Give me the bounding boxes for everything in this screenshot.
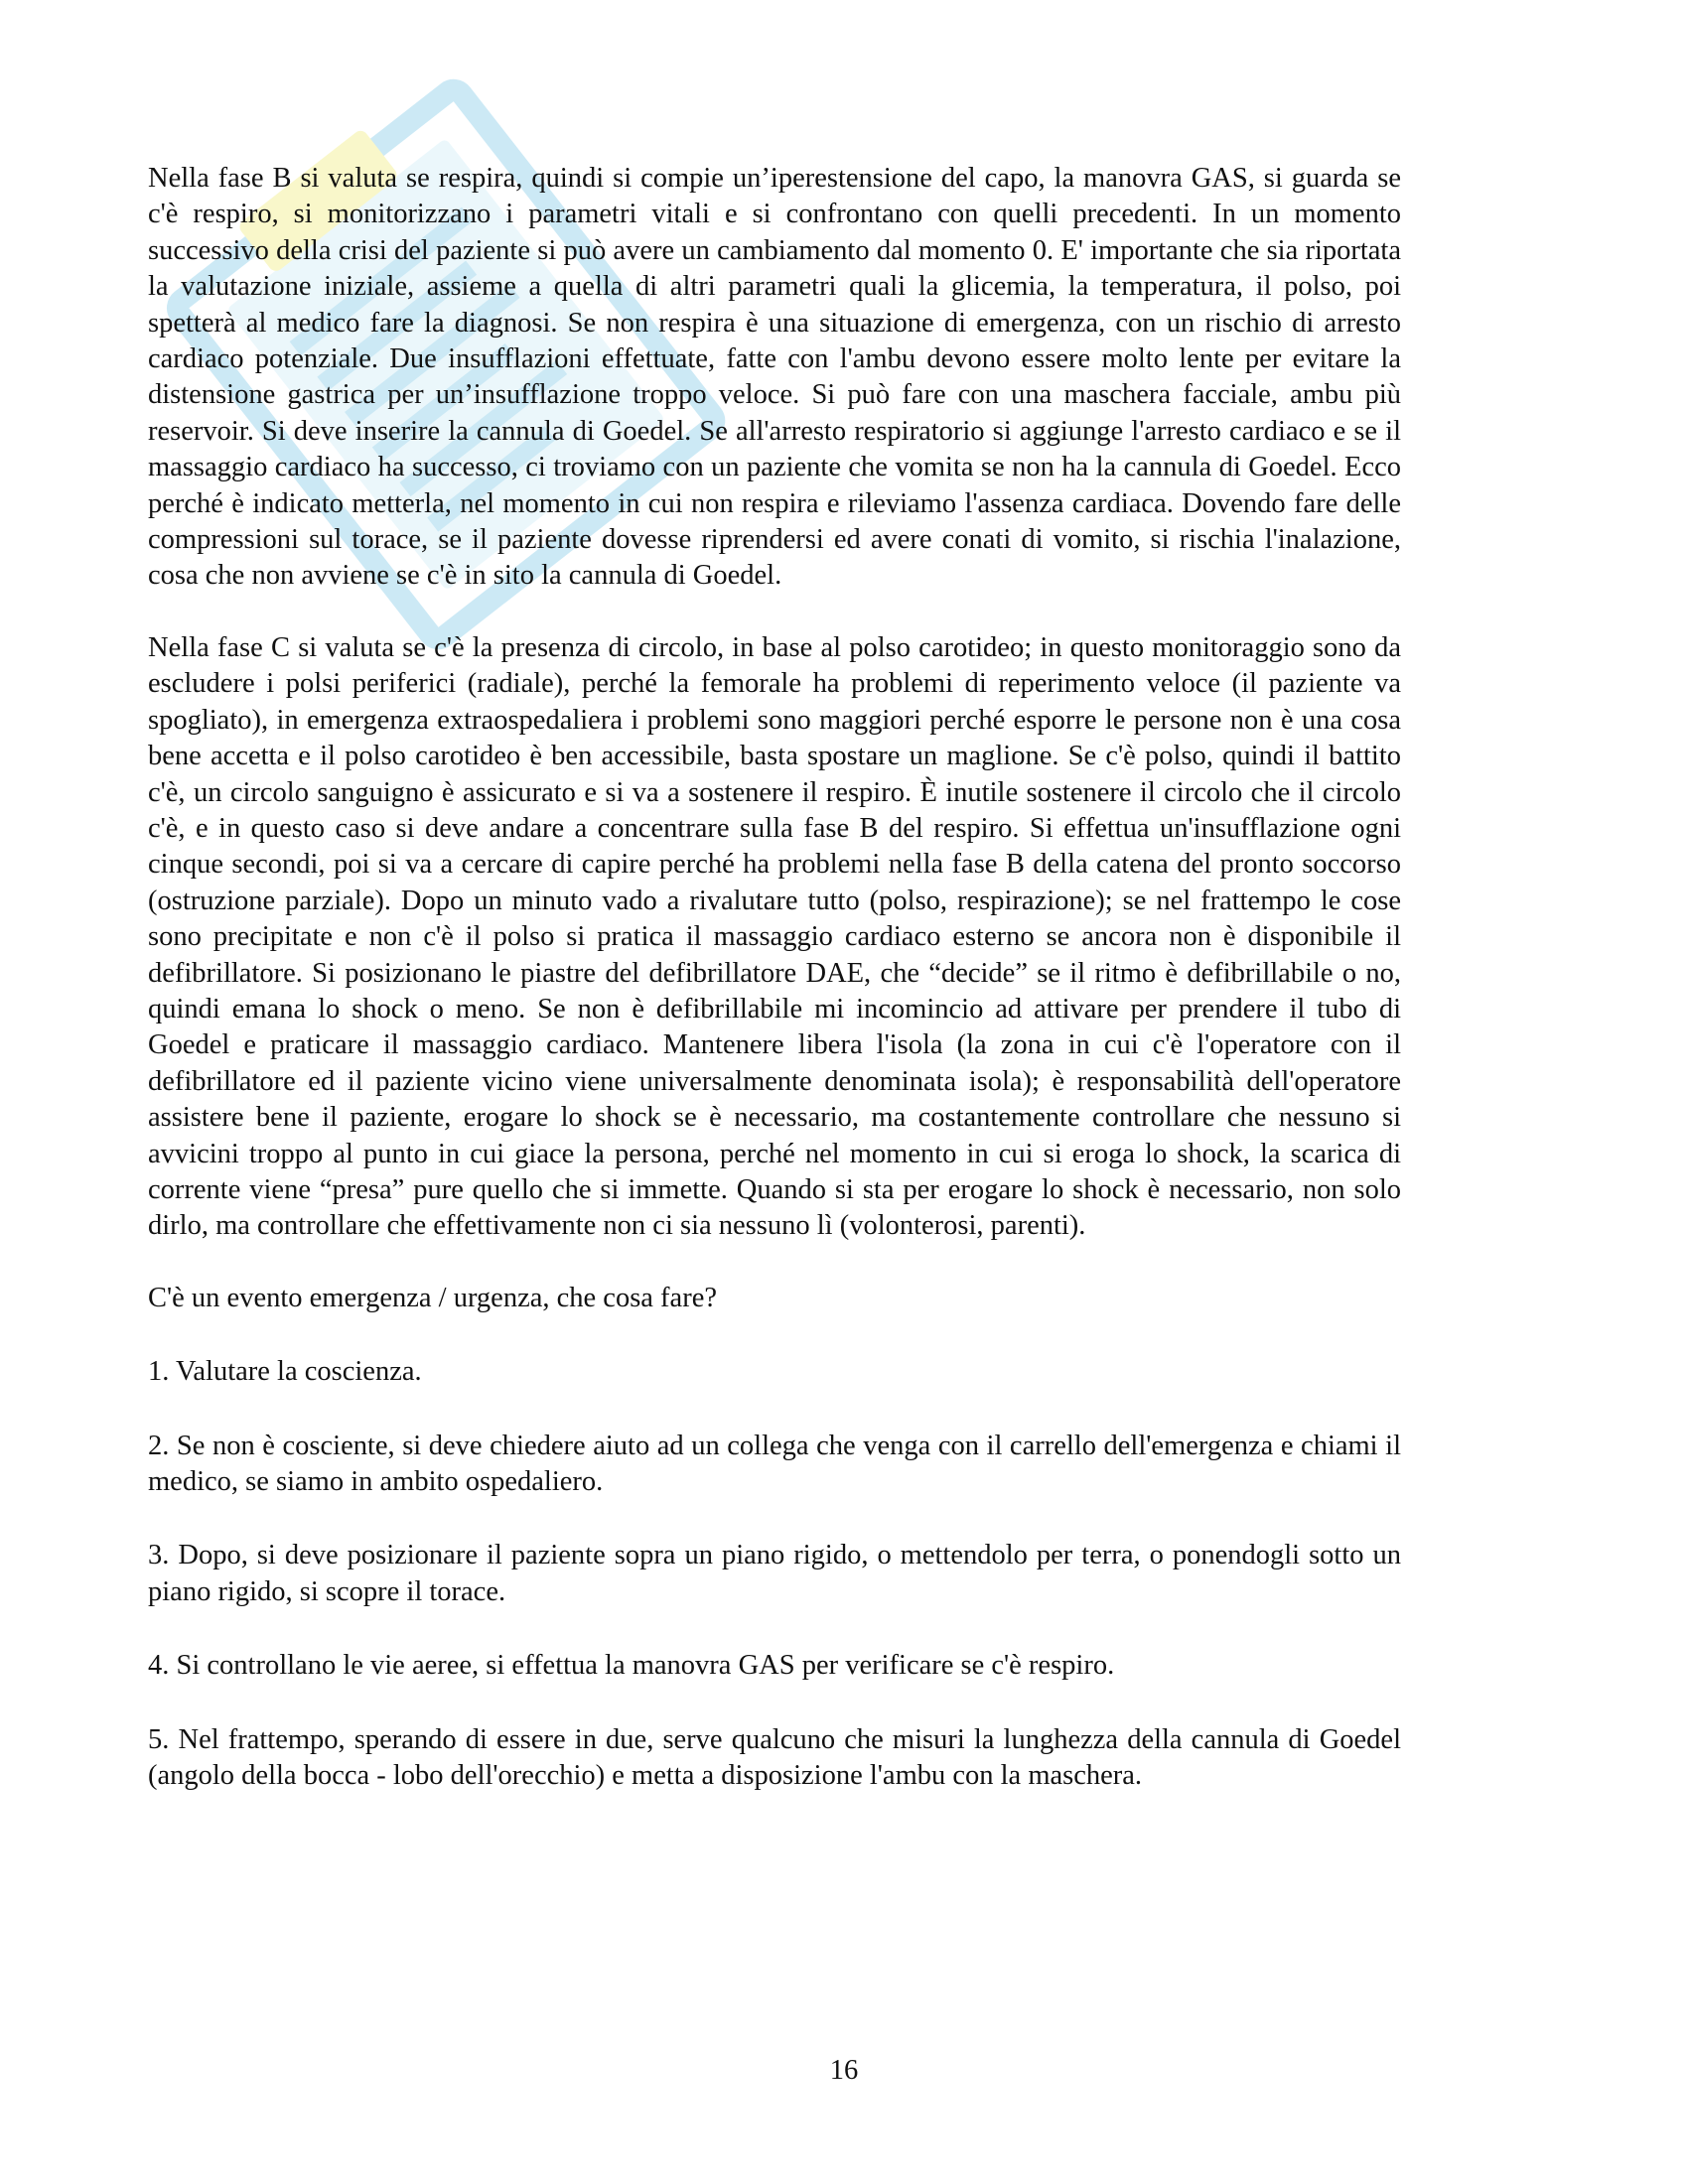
list-item-step-5: 5. Nel frattempo, sperando di essere in due, serve qualcuno che misuri la lunghezza della cannula di Goedel (angolo della bocca - lobo dell'orecchio) e metta a disposizione l'ambu con la maschera. — [148, 1723, 1401, 1792]
paragraph-fase-c: Nella fase C si valuta se c'è la presenza di circolo, in base al polso carotideo; in questo monitoraggio sono da escludere i polsi periferici (radiale), perché la femorale ha problemi di reperimento veloce (il paziente va spogliato), in emergenza extraospedaliera i problemi sono maggiori perché esporre le persone non è una cosa bene accetta e il polso carotideo è ben accessibile, basta spostare un maglione. Se c'è polso, quindi il battito c'è, un circolo sanguigno è assicurato e si va a sostenere il respiro. È inutile sostenere il circolo che il circolo c'è, e in questo caso si deve andare a concentrare sulla fase B del respiro. Si effettua un'insufflazione ogni cinque secondi, poi si va a cercare di capire perché ha problemi nella fase B della catena del pronto soccorso (ostruzione parziale). Dopo un minuto vado a rivalutare tutto (polso, respirazione); se nel frattempo le cose sono precipitate e non c'è il polso si pratica il massaggio cardiaco esterno se ancora non è disponibile il defibrillatore. Si posizionano le piastre del defibrillatore DAE, che “decide” se il ritmo è defibrillabile o no, quindi emana lo shock o meno. Se non è defibrillabile mi incomincio ad attivare per prendere il tubo di Goedel e praticare il massaggio cardiaco. Mantenere libera l'isola (la zona in cui c'è l'operatore con il defibrillatore ed il paziente vicino viene universalmente denominata isola); è responsabilità dell'operatore assistere bene il paziente, erogare lo shock se è necessario, ma costantemente controllare che nessuno si avvicini troppo al punto in cui giace la persona, perché nel momento in cui si eroga lo shock, la scarica di corrente viene “presa” pure quello che si immette. Quando si sta per erogare lo shock è necessario, non solo dirlo, ma controllare che effettivamente non ci sia nessuno lì (volonterosi, parenti). — [148, 631, 1401, 1242]
paragraph-question: C'è un evento emergenza / urgenza, che cosa fare? — [148, 1282, 717, 1313]
list-item-step-4: 4. Si controllano le vie aeree, si effettua la manovra GAS per verificare se c'è respiro. — [148, 1650, 1115, 1682]
list-item-step-1: 1. Valutare la coscienza. — [148, 1356, 422, 1388]
paragraph-fase-b: Nella fase B si valuta se respira, quindi si compie un’iperestensione del capo, la manovra GAS, si guarda se c'è respiro, si monitorizzano i parametri vitali e si confrontano con quelli precedenti. In un momento successivo della crisi del paziente si può avere un cambiamento dal momento 0. E' importante che sia riportata la valutazione iniziale, assieme a quella di altri parametri quali la glicemia, la temperatura, il polso, poi spetterà al medico fare la diagnosi. Se non respira è una situazione di emergenza, con un rischio di arresto cardiaco potenziale. Due insufflazioni effettuate, fatte con l'ambu devono essere molto lente per evitare la distensione gastrica per un’insufflazione troppo veloce. Si può fare con una maschera facciale, ambu più reservoir. Si deve inserire la cannula di Goedel. Se all'arresto respiratorio si aggiunge l'arresto cardiaco e se il massaggio cardiaco ha successo, ci troviamo con un paziente che vomita se non ha la cannula di Goedel. Ecco perché è indicato metterla, nel momento in cui non respira e rileviamo l'assenza cardiaca. Dovendo fare delle compressioni sul torace, se il paziente dovesse riprendersi ed avere conati di vomito, si rischia l'inalazione, cosa che non avviene se c'è in sito la cannula di Goedel. — [148, 163, 1401, 592]
list-item-step-2: 2. Se non è cosciente, si deve chiedere aiuto ad un collega che venga con il carrello dell'emergenza e chiami il medico, se siamo in ambito ospedaliero. — [148, 1430, 1401, 1497]
document-body — [148, 161, 1401, 1794]
list-item-step-3: 3. Dopo, si deve posizionare il paziente sopra un piano rigido, o mettendolo per terra, o ponendogli sotto un piano rigido, si scopre il torace. — [148, 1540, 1401, 1607]
page-number: 16 — [829, 2055, 859, 2086]
